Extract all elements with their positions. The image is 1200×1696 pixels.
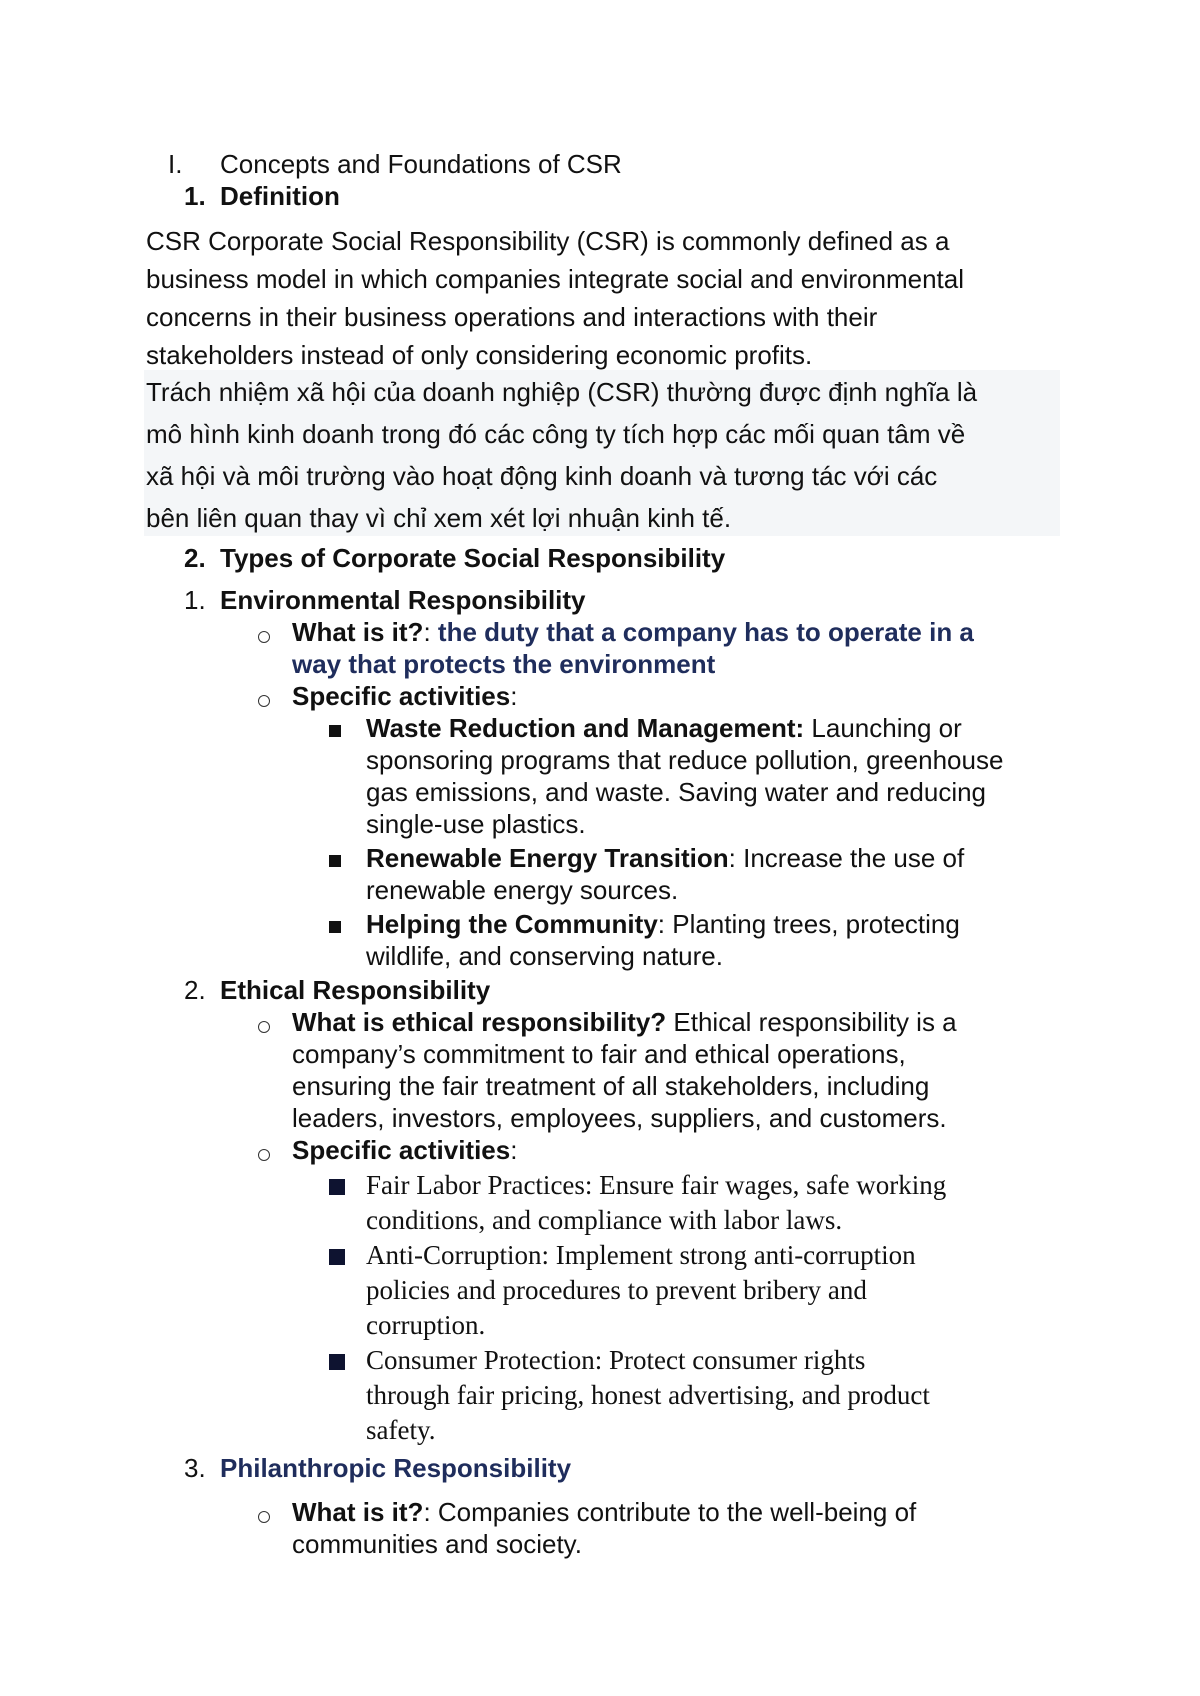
ethical-specific-label: Specific activities xyxy=(292,1135,511,1165)
ethical-what-label: What is ethical responsibility? xyxy=(292,1007,667,1037)
phil-what-text: communities and society. xyxy=(292,1529,582,1559)
env-item-label: Waste Reduction and Management: xyxy=(366,713,805,743)
text-line: business model in which companies integrate social and environmental xyxy=(146,264,965,294)
env-item-text: : Increase the use of xyxy=(728,843,965,873)
square-bullet-icon xyxy=(329,1170,345,1202)
types-heading: Types of Corporate Social Responsibility xyxy=(220,543,726,573)
env-item-text: gas emissions, and waste. Saving water and reducing xyxy=(366,777,987,807)
phil-what-text: : Companies contribute to the well-being of xyxy=(423,1497,917,1527)
env-item-label: Renewable Energy Transition xyxy=(366,843,729,873)
env-what-text-cont: way that protects the environment xyxy=(292,649,716,679)
env-number: 1. xyxy=(184,585,206,615)
definition-vietnamese xyxy=(146,371,1066,539)
hollow-bullet-icon xyxy=(258,682,270,714)
text-line: concerns in their business operations and interactions with their xyxy=(146,302,878,332)
ethical-specific-colon: : xyxy=(510,1135,518,1165)
section-numeral: I. xyxy=(168,149,183,179)
ethical-what-text: leaders, investors, employees, suppliers, and customers. xyxy=(292,1103,947,1133)
env-item-label: Helping the Community xyxy=(366,909,658,939)
env-specific xyxy=(292,680,517,712)
hollow-bullet-icon xyxy=(258,1136,270,1168)
ethical-item-text: policies and procedures to prevent bribery and xyxy=(366,1275,867,1305)
definition-heading: Definition xyxy=(220,181,340,211)
env-item-text: sponsoring programs that reduce pollution, greenhouse xyxy=(366,745,1004,775)
ethical-item-text: corruption. xyxy=(366,1310,486,1340)
env-item-text: : Planting trees, protecting xyxy=(657,909,960,939)
square-bullet-icon xyxy=(329,842,341,874)
section-title: Concepts and Foundations of CSR xyxy=(220,149,622,179)
ethical-what-text: Ethical responsibility is a xyxy=(666,1007,957,1037)
text-line: stakeholders instead of only considering economic profits. xyxy=(146,340,813,370)
env-item-text: single-use plastics. xyxy=(366,809,586,839)
env-what xyxy=(292,616,974,648)
ethical-item-text: conditions, and compliance with labor laws. xyxy=(366,1205,843,1235)
env-item-text: Launching or xyxy=(804,713,962,743)
ethical-specific xyxy=(292,1134,517,1166)
definition-number: 1. xyxy=(184,181,206,211)
ethical-item-text: through fair pricing, honest advertising, and product xyxy=(366,1380,930,1410)
types-number: 2. xyxy=(184,543,206,573)
phil-number: 3. xyxy=(184,1453,206,1483)
text-line: Trách nhiệm xã hội của doanh nghiệp (CSR) thường được định nghĩa là xyxy=(146,377,978,407)
ethical-what-text: ensuring the fair treatment of all stakeholders, including xyxy=(292,1071,930,1101)
env-specific-colon: : xyxy=(510,681,518,711)
ethical-item-text: safety. xyxy=(366,1415,436,1445)
env-item-energy xyxy=(366,842,964,874)
square-bullet-icon xyxy=(329,908,341,940)
env-what-text: the duty that a company has to operate in a xyxy=(437,617,974,647)
env-heading: Environmental Responsibility xyxy=(220,585,586,615)
ethical-item-text: Fair Labor Practices: Ensure fair wages, safe working xyxy=(366,1170,947,1200)
text-line: bên liên quan thay vì chỉ xem xét lợi nhuận kinh tế. xyxy=(146,503,732,533)
definition-english xyxy=(146,222,1066,374)
ethical-item-text: Consumer Protection: Protect consumer rights xyxy=(366,1345,866,1375)
ethical-what xyxy=(292,1006,957,1038)
env-specific-label: Specific activities xyxy=(292,681,511,711)
text-line: mô hình kinh doanh trong đó các công ty tích hợp các mối quan tâm về xyxy=(146,419,966,449)
env-what-label: What is it? xyxy=(292,617,424,647)
env-what-colon: : xyxy=(423,617,431,647)
square-bullet-icon xyxy=(329,1345,345,1377)
phil-what-label: What is it? xyxy=(292,1497,424,1527)
ethical-number: 2. xyxy=(184,975,206,1005)
env-item-text: renewable energy sources. xyxy=(366,875,679,905)
ethical-item-text: Anti-Corruption: Implement strong anti-corruption xyxy=(366,1240,916,1270)
square-bullet-icon xyxy=(329,1240,345,1272)
text-line: CSR Corporate Social Responsibility (CSR) is commonly defined as a xyxy=(146,226,950,256)
text-line: xã hội và môi trường vào hoạt động kinh doanh và tương tác với các xyxy=(146,461,938,491)
env-item-text: wildlife, and conserving nature. xyxy=(366,941,723,971)
hollow-bullet-icon xyxy=(258,1498,270,1530)
env-item-community xyxy=(366,908,960,940)
hollow-bullet-icon xyxy=(258,1008,270,1040)
phil-heading: Philanthropic Responsibility xyxy=(220,1453,572,1483)
ethical-what-text: company’s commitment to fair and ethical operations, xyxy=(292,1039,906,1069)
square-bullet-icon xyxy=(329,712,341,744)
ethical-heading: Ethical Responsibility xyxy=(220,975,491,1005)
env-item-waste xyxy=(366,712,962,744)
phil-what xyxy=(292,1496,916,1528)
hollow-bullet-icon xyxy=(258,618,270,650)
